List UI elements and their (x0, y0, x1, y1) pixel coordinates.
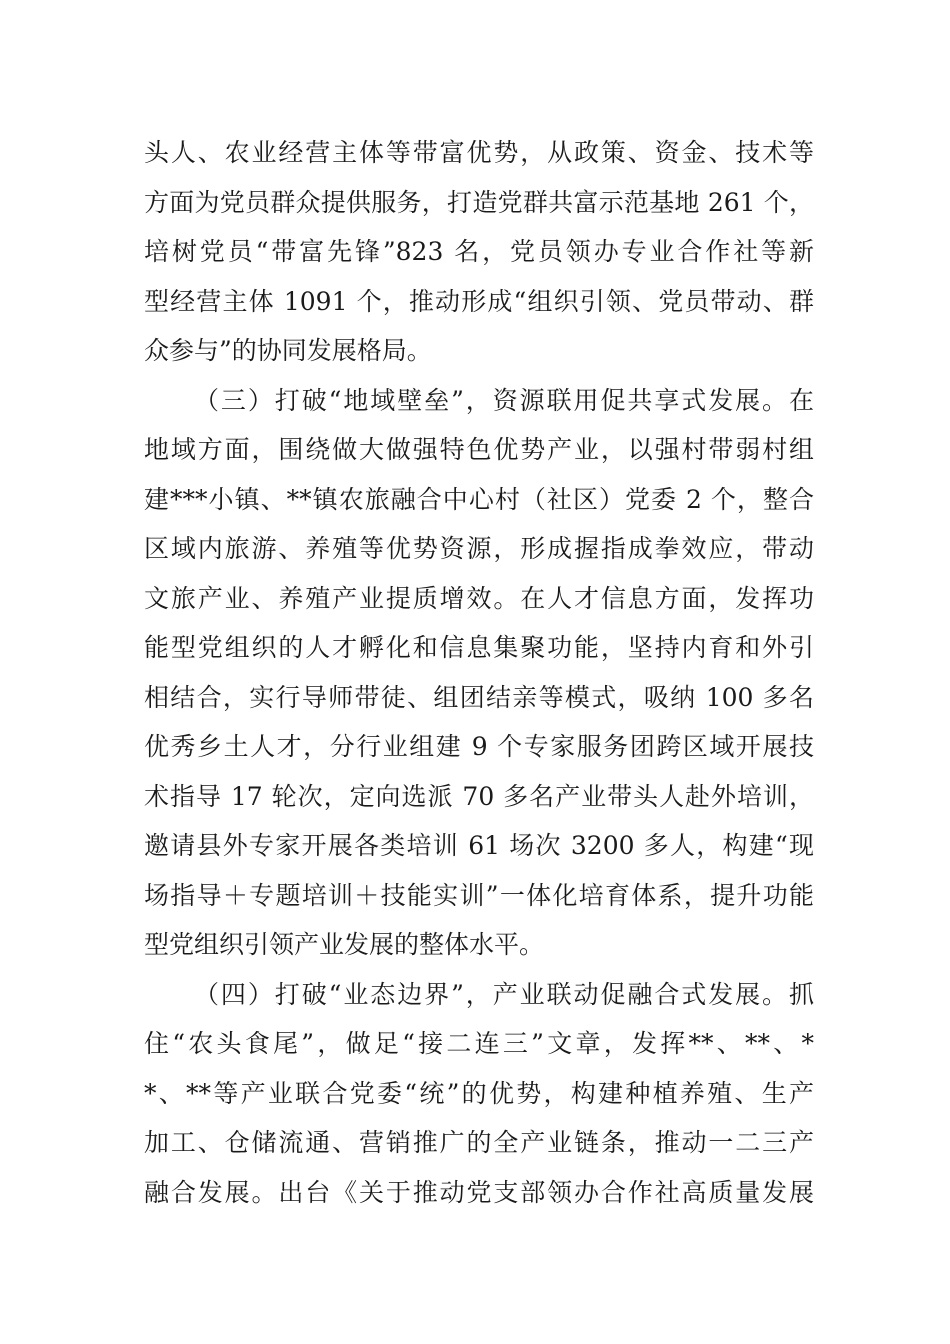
text-line: 方面为党员群众提供服务，打造党群共富示范基地 261 个， (144, 187, 814, 217)
text-line: 头人、农业经营主体等带富优势，从政策、资金、技术等 (144, 138, 814, 167)
paragraph-heading-line: （四）打破“业态边界”，产业联动促融合式发展。抓 (194, 979, 814, 1009)
text-line: 加工、仓储流通、营销推广的全产业链条，推动一二三产 (144, 1128, 814, 1157)
text-line: 相结合，实行导师带徒、组团结亲等模式，吸纳 100 多名 (144, 682, 814, 712)
text-line: 培树党员“带富先锋”823 名，党员领办专业合作社等新 (144, 237, 814, 266)
text-line: 建***小镇、**镇农旅融合中心村（社区）党委 2 个，整合 (144, 484, 814, 514)
text-line: 型党组织引领产业发展的整体水平。 (144, 930, 545, 959)
paragraph-heading-line: （三）打破“地域壁垒”，资源联用促共享式发展。在 (194, 385, 814, 415)
text-line: 地域方面，围绕做大做强特色优势产业，以强村带弱村组 (144, 435, 814, 464)
document-body (144, 128, 814, 1217)
text-line: 能型党组织的人才孵化和信息集聚功能，坚持内育和外引 (144, 633, 814, 662)
text-line: 场指导＋专题培训＋技能实训”一体化培育体系，提升功能 (144, 880, 814, 910)
text-line: 术指导 17 轮次，定向选派 70 多名产业带头人赴外培训， (144, 781, 814, 811)
text-line: 邀请县外专家开展各类培训 61 场次 3200 多人，构建“现 (144, 831, 814, 860)
text-line: *、**等产业联合党委“统”的优势，构建种植养殖、生产 (144, 1078, 814, 1108)
text-line: 众参与”的协同发展格局。 (144, 336, 432, 365)
text-line: 型经营主体 1091 个，推动形成“组织引领、党员带动、群 (144, 286, 814, 316)
text-line: 文旅产业、养殖产业提质增效。在人才信息方面，发挥功 (144, 583, 814, 613)
text-line: 区域内旅游、养殖等优势资源，形成握指成拳效应，带动 (144, 534, 814, 563)
text-line: 融合发展。出台《关于推动党支部领办合作社高质量发展 (144, 1177, 814, 1207)
text-line: 住“农头食尾”，做足“接二连三”文章，发挥**、**、* (144, 1029, 814, 1058)
text-line: 优秀乡土人才，分行业组建 9 个专家服务团跨区域开展技 (144, 732, 814, 761)
